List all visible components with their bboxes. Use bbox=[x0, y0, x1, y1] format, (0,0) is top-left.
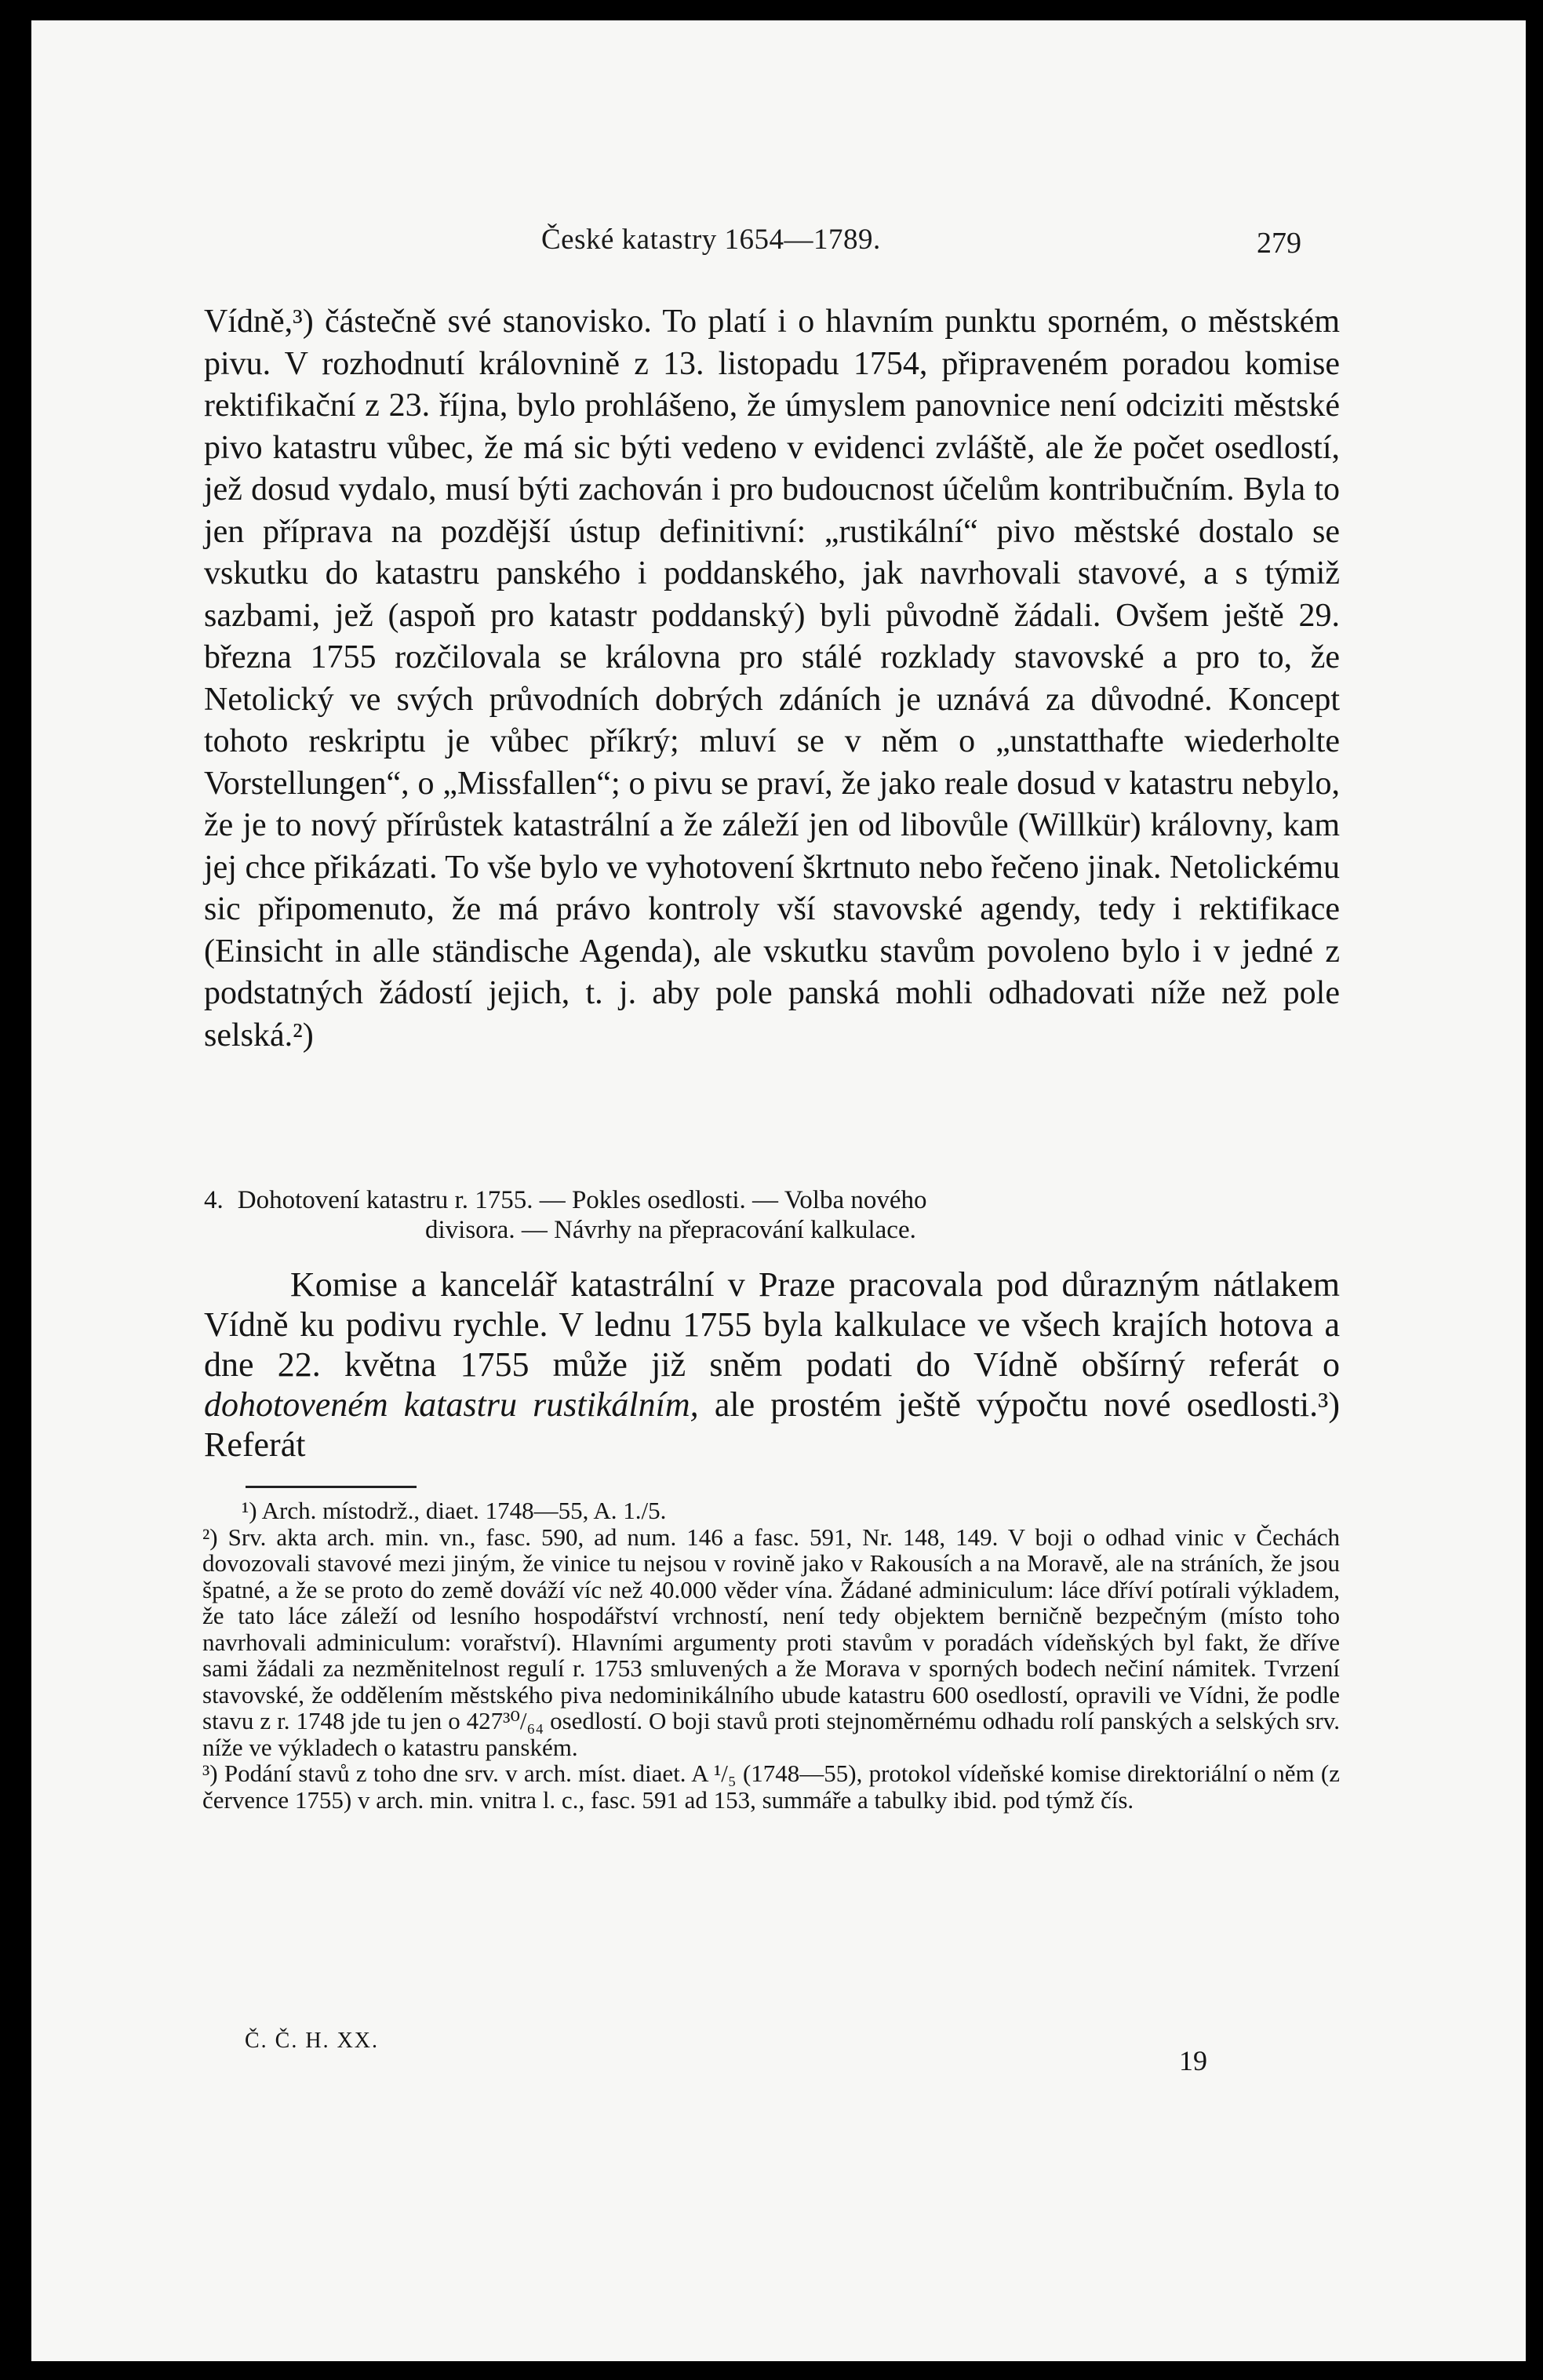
sheet-number: 19 bbox=[1179, 2045, 1207, 2076]
section-heading bbox=[204, 1185, 1340, 1245]
section-title-line1: Dohotovení katastru r. 1755. — Pokles osedlosti. — Volba nového bbox=[237, 1186, 927, 1214]
signature-mark: Č. Č. H. XX. bbox=[245, 2029, 380, 2053]
page-number: 279 bbox=[1257, 227, 1301, 260]
footnote-divider bbox=[246, 1486, 417, 1488]
section-paragraph-italic: dohotoveném katastru rustikálním, bbox=[204, 1385, 699, 1424]
page-header bbox=[31, 223, 1526, 262]
main-paragraph: Vídně,³) částečně své stanovisko. To platí i o hlavním punktu sporném, o městském pivu. V rozhodnutí královnině z 13. listopadu 1754, připraveném poradou komise rektifikační z 23. října, bylo prohlášeno, že úmyslem panovnice není odciziti městské pivo katastru vůbec, že má sic býti vedeno v evidenci zvláště, ale že počet osedlostí, jež dosud vydalo, musí býti zachován i pro budoucnost účelům kontribučním. Byla to jen příprava na pozdější ústup definitivní: „rustikální“ pivo městské dostalo se vskutku do katastru panského i poddanského, jak navrhovali stavové, a s týmiž sazbami, jež (aspoň pro katastr poddanský) byli původně žádali. Ovšem ještě 29. března 1755 rozčilovala se královna pro stálé rozklady stavovské a pro to, že Netolický ve svých průvodních dobrých zdáních je uznává za důvodné. Koncept tohoto reskriptu je vůbec příkrý; mluví se v něm o „unstatthafte wiederholte Vorstellungen“, o „Missfallen“; o pivu se praví, že jako reale dosud v katastru nebylo, že je to nový přírůstek katastrální a že záleží jen od libovůle (Willkür) královny, kam jej chce přikázati. To vše bylo ve vyhotovení škrtnuto nebo řečeno jinak. Netolickému sic připomenuto, že má právo kontroly vší stavovské agendy, tedy i rektifikace (Einsicht in alle ständische Agenda), ale vskutku stavům povoleno bylo i v jedné z podstatných žádostí jejich, t. j. aby pole panská mohli odhadovati níže než pole selská.²) bbox=[204, 304, 1340, 1054]
footnote-1: ¹) Arch. místodrž., diaet. 1748—55, A. 1./5. bbox=[242, 1497, 667, 1524]
section-paragraph bbox=[204, 1265, 1340, 1465]
footnote-3: ³) Podání stavů z toho dne srv. v arch. míst. diaet. A ¹/₅ (1748—55), protokol vídeňské komise direktoriální o něm (z července 1755) v arch. min. vnitra l. c., fasc. 591 ad 153, summáře a tabulky ibid. pod týmž čís. bbox=[202, 1760, 1340, 1814]
footnotes bbox=[202, 1497, 1340, 1814]
section-title-line2: divisora. — Návrhy na přepracování kalkulace. bbox=[425, 1216, 916, 1244]
section-number: 4. bbox=[204, 1186, 224, 1214]
footnote-2: ²) Srv. akta arch. min. vn., fasc. 590, ad num. 146 a fasc. 591, Nr. 148, 149. V boji o odhad vinic v Čechách dovozovali stavové mezi jiným, že vinice tu nejsou v rovině jako v Rakousích a na Moravě, ale na stráních, že jsou špatné, a že se proto do země dováží víc než 40.000 věder vína. Žádané adminiculum: láce dříví potírali výkladem, že tato láce záleží od lesního hospodářství vrchností, není tedy objektem berničně bezpečným (místo toho navrhovali adminiculum: vorařství). Hlavními argumenty proti stavům v poradách vídeňských byl fakt, že dříve sami žádali za nezměnitelnost regulí r. 1753 smluvených a že Morava v sporných bodech nečiní námitek. Tvrzení stavovské, že oddělením městského piva nedominikálního ubude katastru 600 osedlostí, opravili ve Vídni, že podle stavu z r. 1748 jde tu jen o 427³⁰/₆₄ osedlostí. O boji stavů proti stejnoměrnému odhadu rolí panských a selských srv. níže ve výkladech o katastru panském. bbox=[202, 1523, 1340, 1761]
running-title: České katastry 1654—1789. bbox=[541, 224, 881, 256]
book-page bbox=[31, 20, 1526, 2361]
section-paragraph-text-a: Komise a kancelář katastrální v Praze pracovala pod důrazným nátlakem Vídně ku podivu rychle. V lednu 1755 byla kalkulace ve všech krajích hotova a dne 22. května 1755 může již sněm podati do Vídně obšírný referát o bbox=[204, 1265, 1340, 1384]
section-paragraph-text-b: ale prostém ještě výpočtu nové osedlosti.³) Referát bbox=[204, 1385, 1340, 1464]
